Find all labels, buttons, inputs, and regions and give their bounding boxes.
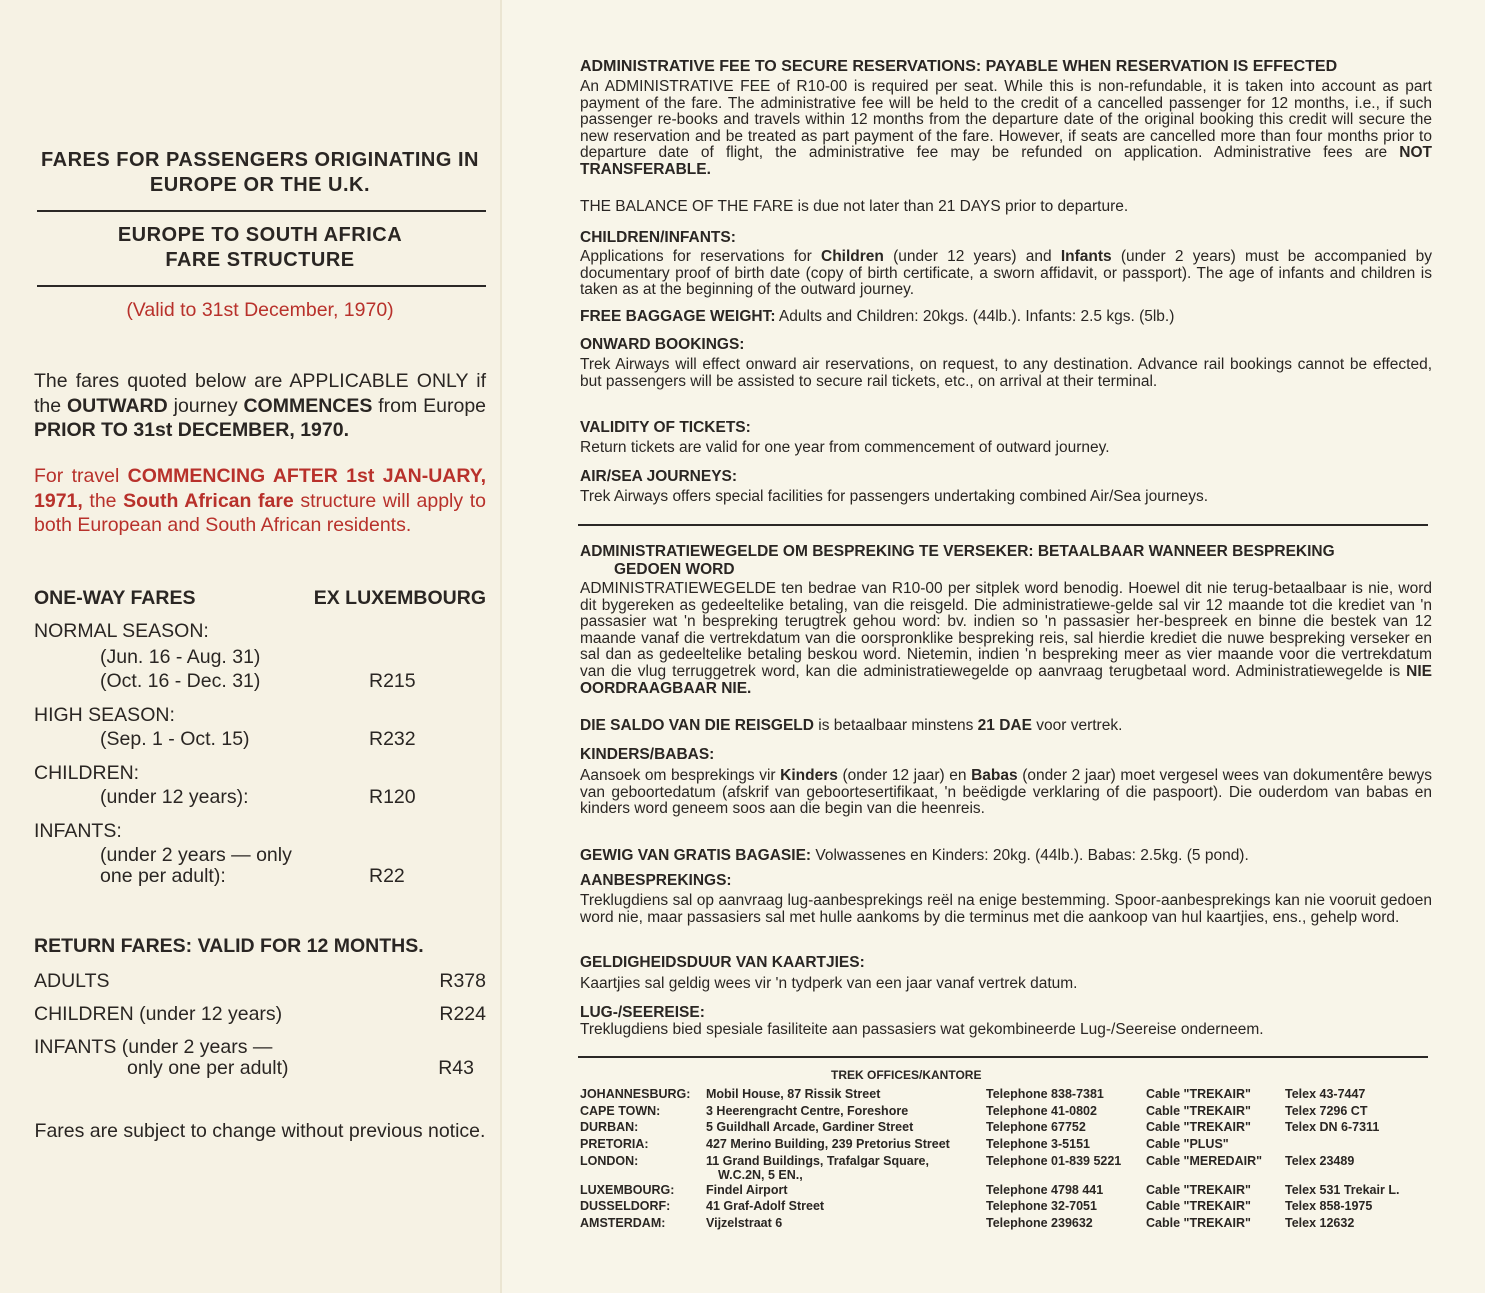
kinders-babas-heading: KINDERS/BABAS: [580,746,715,763]
office-city: DURBAN: [580,1120,639,1134]
text: the [82,489,124,512]
office-telex: Telex 43-7447 [1285,1087,1366,1101]
divider [578,1056,1428,1058]
children-label: CHILDREN (under 12 years) [34,1003,283,1025]
office-telephone: Telephone 3-5151 [986,1137,1090,1151]
aanbesprekings-heading: AANBESPREKINGS: [580,872,732,889]
return-heading: RETURN FARES: VALID FOR 12 MONTHS. [34,935,424,957]
office-telephone: Telephone 838-7381 [986,1087,1104,1101]
text: Volwassenes en Kinders: 20kg. (44lb.). Babas: 2.5kg. (5 pond). [811,847,1249,864]
bold-text: NOT TRANSFERABLE. [580,144,1432,178]
oneway-heading: ONE-WAY FARES [34,587,196,609]
divider [37,210,486,212]
infants-label: only one per adult) [127,1057,289,1079]
office-telex: Telex 12632 [1285,1216,1355,1230]
office-telephone: Telephone 01-839 5221 [986,1154,1122,1168]
office-cable: Cable "TREKAIR" [1146,1104,1251,1118]
office-telephone: Telephone 32-7051 [986,1199,1097,1213]
afr-admin-heading-line-2: GEDOEN WORD [614,561,735,578]
validity-note: (Valid to 31st December, 1970) [126,299,394,321]
office-telex: Telex 531 Trekair L. [1285,1183,1400,1197]
office-row [580,1086,1460,1103]
bold-text: Children [821,248,884,265]
free-baggage-heading: FREE BAGGAGE WEIGHT: [580,308,776,325]
bold-text: South African fare [123,489,294,512]
normal-season-label: NORMAL SEASON: [34,620,209,642]
office-telephone: Telephone 4798 441 [986,1183,1104,1197]
aanbesprekings-paragraph: Treklugdiens sal op aanvraag lug-aanbesprekings reël na enige bestemming. Spoor-aanbesprekings kan nie vooruit gedoen word nie, maar passasiers sal met hulle aankoms by die terminus met die aankoop van hul kaartjies, ens., gehelp word. [580,892,1432,926]
office-city: AMSTERDAM: [580,1216,666,1230]
afr-balance-line [580,718,1432,735]
office-row [580,1182,1460,1199]
children-row [34,761,486,785]
validity-paragraph: Return tickets are valid for one year from commencement of outward journey. [580,439,1110,456]
bold-text: Infants [1060,248,1112,265]
text: The fares quoted below are APPLICABLE ONLY if the [34,370,486,417]
office-row [580,1215,1460,1232]
bold-text: 21 DAE [977,717,1032,734]
office-city: PRETORIA: [580,1137,649,1151]
main-title-line-1: FARES FOR PASSENGERS ORIGINATING IN [41,149,479,171]
office-cable: Cable "MEREDAIR" [1146,1154,1263,1168]
air-sea-heading: AIR/SEA JOURNEYS: [580,468,738,485]
text: is betaalbaar minstens [813,717,978,734]
onward-bookings-paragraph: Trek Airways will effect onward air reservations, on request, to any destination. Advance rail bookings cannot be effected, but passengers will be assisted to secure rail tickets, etc., on arrival at their terminal. [580,356,1432,390]
infants-row [34,819,486,843]
infants-return-fare: R43 [438,1057,474,1079]
text: For travel [34,465,128,487]
office-address: 3 Heerengracht Centre, Foreshore [706,1104,909,1118]
lug-seereise-heading: LUG-/SEEREISE: [580,1004,705,1021]
fares-subject-to-change: Fares are subject to change without previous notice. [34,1120,486,1142]
high-season-label: HIGH SEASON: [34,704,175,726]
infants-label: INFANTS: [34,820,122,842]
normal-season-row [34,619,486,643]
balance-of-fare: THE BALANCE OF THE FARE is due not later than 21 DAYS prior to departure. [580,198,1129,215]
office-row [580,1198,1460,1215]
bold-text: OUTWARD [66,394,168,417]
normal-season-range-1 [34,645,486,669]
infants-condition: one per adult): [100,865,226,887]
bold-text: PRIOR TO 31st DECEMBER, 1970. [34,419,349,441]
infants-cond-row-2 [34,864,486,888]
normal-season-range-2 [34,669,486,693]
office-telex: Telex 858-1975 [1285,1199,1373,1213]
office-cable: Cable "TREKAIR" [1146,1183,1251,1197]
office-row [580,1119,1460,1136]
office-address: 427 Merino Building, 239 Pretorius Street [706,1137,950,1151]
main-title-line-2: EUROPE OR THE U.K. [149,174,371,196]
bold-text: DIE SALDO VAN DIE REISGELD [580,717,814,734]
return-infants-row-2 [34,1056,486,1080]
office-row [580,1136,1460,1153]
applicability-paragraph [34,369,486,443]
gewig-heading: GEWIG VAN GRATIS BAGASIE: [580,847,812,864]
bold-text: COMMENCING AFTER 1st JAN-UARY, 1971, [34,465,486,512]
afr-admin-heading-line-1: ADMINISTRATIEWEGELDE OM BESPREKING TE VERSEKER: BETAALBAAR WANNEER BESPREKING [580,543,1335,560]
text: (under 12 years) and [883,248,1061,265]
bold-text: COMMENCES [243,394,373,417]
return-adults-row [34,969,486,993]
offices-title: TREK OFFICES/KANTORE [831,1068,982,1082]
adults-label: ADULTS [34,970,110,992]
office-telephone: Telephone 41-0802 [986,1104,1097,1118]
infants-label: INFANTS (under 2 years — [34,1036,273,1058]
office-city: LUXEMBOURG: [580,1183,675,1197]
text: An ADMINISTRATIVE FEE of R10-00 is required per seat. While this is non-refundable, it is taken into account as part payment of the fare. The administrative fee will be held to the credit of a cancelled passenger for 12 months, i.e., if such passenger re-books and travels within 12 months from the departure date of the original booking this credit will secure the new reservation and be treated as part payment of the fare. However, if seats are cancelled more than four months prior to departure date of flight, the administrative fee may be refunded on application. Administrative fees are [580,78,1432,162]
office-city: DUSSELDORF: [580,1199,671,1213]
free-baggage-line [580,309,1432,326]
office-address: Vijzelstraat 6 [706,1216,783,1230]
geldigheidsduur-paragraph: Kaartjies sal geldig wees vir 'n tydperk van een jaar vanaf vertrek datum. [580,975,1078,992]
admin-fee-paragraph [580,79,1432,179]
office-address-line-2: W.C.2N, 5 EN., [718,1168,803,1182]
office-telex: Telex DN 6-7311 [1285,1120,1380,1134]
office-city: LONDON: [580,1154,639,1168]
afr-admin-paragraph [580,581,1432,697]
children-infants-heading: CHILDREN/INFANTS: [580,229,736,246]
office-telex: Telex 23489 [1285,1154,1355,1168]
fare-structure-title-line-2: FARE STRUCTURE [165,249,355,271]
return-heading-row [34,934,486,958]
high-season-fare: R232 [369,728,416,750]
text: structure will apply to both European and South African residents. [34,489,486,536]
text: (under 2 years) must be accompanied by documentary proof of birth date (copy of birth certificate, a sworn affidavit, or passport). The age of infants and children is taken as at the beginning of the outward journey. [580,248,1433,299]
admin-fee-heading: ADMINISTRATIVE FEE TO SECURE RESERVATIONS: PAYABLE WHEN RESERVATION IS EFFECTED [580,58,1338,75]
office-address: 5 Guildhall Arcade, Gardiner Street [706,1120,914,1134]
normal-season-fare: R215 [369,670,416,692]
office-telephone: Telephone 239632 [986,1216,1093,1230]
text: (onder 2 jaar) moet vergesel wees van dokumentêre bewys van geboortedatum (afskrif van geboortesertifikaat, 'n beëdigde verklaring of die paspoort). Die ouderdom van babas en kinders word geneem soos aan die begin van die heenreis. [580,767,1432,818]
office-row [580,1103,1460,1120]
geldigheidsduur-heading: GELDIGHEIDSDUUR VAN KAARTJIES: [580,954,865,971]
divider [578,524,1428,526]
children-fare: R120 [369,786,416,808]
text: voor vertrek. [1031,717,1123,734]
oneway-heading-row [34,586,486,610]
text: Aansoek om besprekings vir [580,767,781,784]
kinders-babas-paragraph [580,768,1432,818]
office-telephone: Telephone 67752 [986,1120,1086,1134]
office-cable: Cable "TREKAIR" [1146,1199,1251,1213]
fare-structure-title [34,223,486,273]
ex-luxembourg-label: EX LUXEMBOURG [313,587,486,609]
high-season-range [34,727,486,751]
office-address: 41 Graf-Adolf Street [706,1199,825,1213]
office-cable: Cable "TREKAIR" [1146,1216,1251,1230]
gewig-line [580,848,1432,865]
bold-text: Babas [971,767,1018,784]
children-condition: (under 12 years): [100,786,249,808]
office-address: 11 Grand Buildings, Trafalgar Square, [706,1154,929,1168]
office-cable: Cable "PLUS" [1146,1137,1229,1151]
text: from Europe [372,394,487,417]
air-sea-paragraph: Trek Airways offers special facilities for passengers undertaking combined Air/Sea journeys. [580,488,1209,505]
office-cable: Cable "TREKAIR" [1146,1120,1251,1134]
text: (onder 12 jaar) en [837,767,972,784]
office-address: Mobil House, 87 Rissik Street [706,1087,881,1101]
office-telex: Telex 7296 CT [1285,1104,1368,1118]
date-range: (Oct. 16 - Dec. 31) [100,670,261,692]
return-children-row [34,1002,486,1026]
main-title [34,148,486,198]
infants-fare: R22 [369,865,405,887]
afr-admin-heading [580,543,1432,579]
fare-structure-title-line-1: EUROPE TO SOUTH AFRICA [117,224,403,246]
office-row [580,1153,1460,1182]
text: Applications for reservations for [580,248,821,265]
bold-text: Kinders [780,767,838,784]
date-range: (Sep. 1 - Oct. 15) [100,728,250,750]
children-infants-paragraph [580,249,1432,299]
children-label: CHILDREN: [34,762,140,784]
validity-heading: VALIDITY OF TICKETS: [580,419,751,436]
text: journey [167,394,244,417]
lug-seereise-paragraph: Treklugdiens bied spesiale fasiliteite aan passasiers wat gekombineerde Lug-/Seereise onderneem. [580,1021,1264,1038]
infants-condition: (under 2 years — only [100,844,292,866]
office-cable: Cable "TREKAIR" [1146,1087,1251,1101]
1971-notice-paragraph [34,464,486,538]
date-range: (Jun. 16 - Aug. 31) [100,646,261,668]
adults-return-fare: R378 [439,970,486,992]
office-address: Findel Airport [706,1183,788,1197]
high-season-row [34,703,486,727]
onward-bookings-heading: ONWARD BOOKINGS: [580,336,745,353]
text: Adults and Children: 20kgs. (44lb.). Infants: 2.5 kgs. (5lb.) [775,308,1175,325]
children-cond-row [34,785,486,809]
children-return-fare: R224 [439,1003,486,1025]
text: ADMINISTRATIEWEGELDE ten bedrae van R10-00 per sitplek word benodig. Hoewel dit nie terug-betaalbaar is nie, word dit bygereken as gedeeltelike betaling, van die reisgeld. Die administratiewe-gelde sal vir 12 maande tot die krediet van 'n passasier wat 'n bespreking terugtrek gehou word: bv. indien so 'n passasier her-bespreek en binne die bestek van 12 maande vanaf die vertrekdatum van die oorspronklike bespreking reis, sal hierdie krediet die nuwe bespreking verseker en sal dan as gedeeltelike betaling beskou word. Nietemin, indien 'n bespreking meer as vier maande voor die vertrekdatum van die vlug terruggetrek word, kan die administratiewegelde op aanvraag terugbetaal word. Administratiewegelde is [580,580,1432,680]
bold-text: NIE OORDRAAGBAAR NIE. [580,662,1432,697]
divider [37,285,486,287]
office-city: CAPE TOWN: [580,1104,661,1118]
office-city: JOHANNESBURG: [580,1087,691,1101]
